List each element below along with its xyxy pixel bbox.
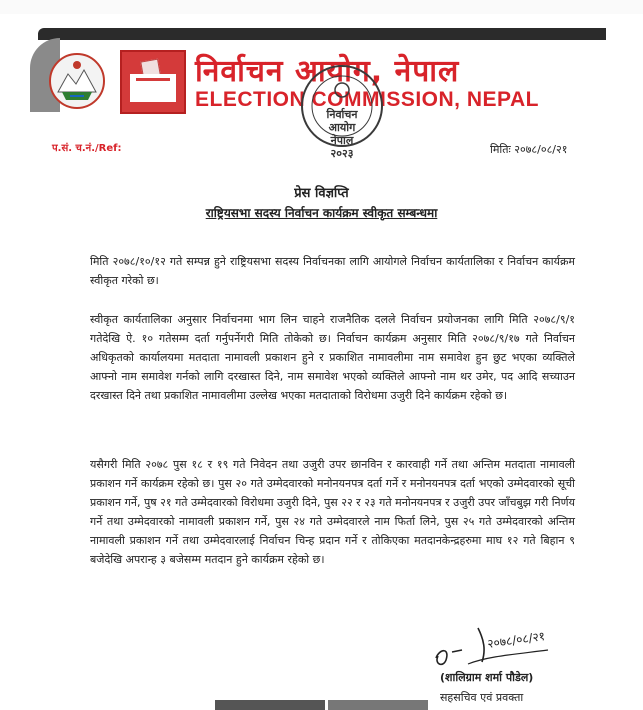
nepal-emblem-icon <box>48 52 106 110</box>
top-margin <box>0 0 643 14</box>
ballot-box-slot <box>136 78 170 81</box>
notice-subject: राष्ट्रियसभा सदस्य निर्वाचन कार्यक्रम स्वीकृत सम्बन्धमा <box>205 206 438 220</box>
paragraph-3: यसैगरी मिति २०७८ पुस १८ र १९ गते निवेदन तथा उजुरी उपर छानविन र कारवाही गर्ने तथा अन्तिम मतदाता नामावली प्रकाशन गर्ने कार्यक्रम रहेको छ। पुस २० गते उम्मेदवारको मनोनयनपत्र दर्ता गर्ने र मनोनयनपत्र दर्ता भएको उम्मेदवारको सूची प्रकाशन गर्ने, पुष २१ गते उम्मेदवारको विरोधमा उजुरी दिने, पुस २२ र २३ गते मनोनयनपत्र र उजुरी उपर जाँचबुझ गरी निर्णय गर्ने तथा उम्मेदवारको नामावली प्रकाशन गर्ने, पुस २४ गते उम्मेदवारले नाम फिर्ता लिने, पुस २५ गते उम्मेदवारको अन्तिम नामावली प्रकाशन गर्ने तथा उम्मेदवारलाई निर्वाचन चिन्ह प्रदान गर्ने र तोकिएका मतदानकेन्द्रहरुमा माघ १२ गते बिहान ९ बजेदेखि अपरान्ह ३ बजेसम्म मतदान हुने कार्यक्रम रहेको छ। <box>90 458 575 566</box>
seal-line-3: २०२३ <box>330 147 354 160</box>
letterhead-dark-band <box>38 28 606 40</box>
ballot-box-logo-icon <box>120 50 186 114</box>
seal-line-2: नेपाल <box>330 134 354 147</box>
handwritten-signature-icon <box>428 620 558 675</box>
reference-label: प.सं. च.नं./Ref: <box>52 143 122 154</box>
bottom-bar-left <box>215 700 325 710</box>
press-release-heading: प्रेस विज्ञप्ति <box>294 186 349 201</box>
paragraph-2: स्वीकृत कार्यतालिका अनुसार निर्वाचनमा भाग लिन चाहने राजनैतिक दलले निर्वाचन प्रयोजनका लागि मिति २०७८/९/१ गतेदेखि ऐ. १० गतेसम्म दर्ता गर्नुपर्नेगरी मिति तोकेको छ। निर्वाचन कार्यक्रम अनुसार मिति २०७८/९/१७ गते निर्वाचन अधिकृतको कार्यालयमा मतदाता नामावली प्रकाशन हुने र प्रकाशित नामावलीमा नाम समावेश हुन छुट भएका व्यक्तिले आफ्नो नाम समावेश गर्नको लागि दरखास्त दिने, नाम समावेश भएको व्यक्तिले आफ्नो नाम थर उमेर, पद आदि सच्याउन दरखास्त दिने तथा प्रकाशित नामावलीमा उल्लेख भएका मतदाताको विरोधमा उजुरी दिने कार्यक्रम रहेको छ। <box>90 313 575 402</box>
signatory-name: (शालिग्राम शर्मा पौडेल) <box>440 671 534 684</box>
signature-date: २०७८/०८/२१ <box>486 629 546 651</box>
bottom-bar-right <box>328 700 428 710</box>
seal-text <box>312 108 372 160</box>
title-nepali: निर्वाचन आयोग, नेपाल <box>195 54 460 89</box>
paragraph-1: मिति २०७८/१०/१२ गते सम्पन्न हुने राष्ट्रियसभा सदस्य निर्वाचनका लागि आयोगले निर्वाचन कार्यतालिका र निर्वाचन कार्यक्रम स्वीकृत गरेको छ। <box>90 255 575 287</box>
signatory-position: सहसचिव एवं प्रवक्ता <box>440 691 524 704</box>
letter-date: मितिः २०७८/०८/२१ <box>490 143 568 156</box>
seal-line-1: निर्वाचन आयोग <box>326 108 358 134</box>
title-english: ELECTION COMMISSION, NEPAL <box>195 88 539 111</box>
